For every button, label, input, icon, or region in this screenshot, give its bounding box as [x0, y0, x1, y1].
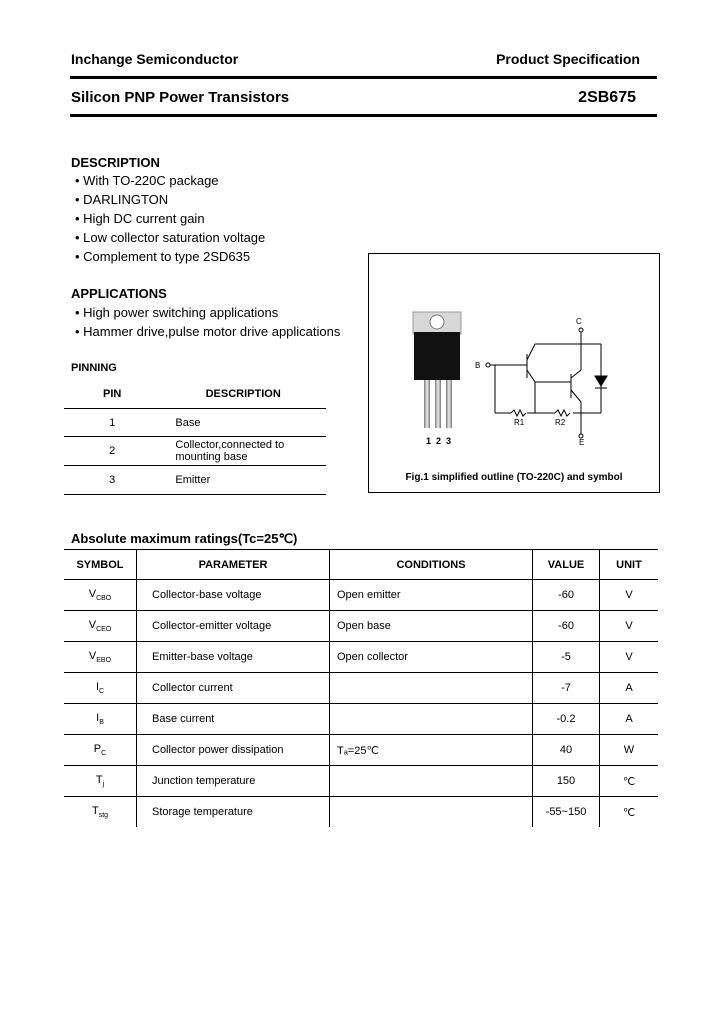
table-row: [64, 642, 658, 673]
pin-column-header: PIN: [64, 380, 160, 409]
symbol-cell: [64, 673, 137, 704]
unit-cell: A: [600, 704, 659, 735]
symbol: V: [88, 587, 97, 600]
figure-caption: Fig.1 simplified outline (TO-220C) and symbol: [405, 472, 623, 483]
symbol-subscript: CBO: [96, 595, 112, 603]
table-row: [64, 673, 658, 704]
symbol-cell: [64, 797, 137, 828]
pinning-header-row: [64, 380, 326, 409]
parameter-column-header: PARAMETER: [137, 550, 330, 580]
pin-number: 1: [64, 409, 160, 437]
pin-number: 3: [64, 466, 160, 495]
symbol-cell: [64, 580, 137, 611]
value-cell: -60: [533, 611, 600, 642]
symbol: I: [96, 711, 100, 724]
table-row: [64, 466, 326, 495]
value-cell: 150: [533, 766, 600, 797]
table-row: [64, 797, 658, 828]
conditions-cell: [330, 766, 533, 797]
unit-cell: ℃: [600, 766, 659, 797]
description-item: • With TO-220C package: [75, 173, 219, 188]
symbol: I: [95, 680, 99, 693]
symbol: V: [88, 618, 97, 631]
description-heading: DESCRIPTION: [71, 155, 160, 170]
symbol: V: [88, 649, 97, 662]
to220-package-drawing: [413, 312, 461, 428]
base-label: B: [475, 361, 481, 370]
pin-description: Base: [160, 409, 326, 437]
package-and-symbol-drawing: [369, 254, 659, 469]
pinning-table: [64, 380, 326, 495]
applications-heading: APPLICATIONS: [71, 286, 167, 301]
parameter-cell: Collector-base voltage: [137, 580, 330, 611]
parameter-cell: Collector-emitter voltage: [137, 611, 330, 642]
company-name: Inchange Semiconductor: [71, 51, 239, 67]
value-cell: -0.2: [533, 704, 600, 735]
ratings-table: [64, 549, 658, 827]
description-item: • Complement to type 2SD635: [75, 249, 251, 264]
conditions-cell: [330, 673, 533, 704]
conditions-cell: Open collector: [330, 642, 533, 673]
symbol-cell: [64, 611, 137, 642]
unit-cell: V: [600, 642, 659, 673]
conditions-cell: [330, 797, 533, 828]
symbol-subscript: stg: [98, 812, 109, 820]
header-rule: [70, 76, 657, 79]
parameter-cell: Storage temperature: [137, 797, 330, 828]
pin-number: 2: [64, 437, 160, 466]
description-item: • Low collector saturation voltage: [75, 230, 266, 245]
symbol-cell: [64, 704, 137, 735]
unit-cell: V: [600, 580, 659, 611]
table-row: [64, 611, 658, 642]
table-row: [64, 409, 326, 437]
symbol-subscript: C: [99, 688, 105, 696]
unit-column-header: UNIT: [600, 550, 659, 580]
value-cell: -55~150: [533, 797, 600, 828]
unit-cell: V: [600, 611, 659, 642]
symbol-subscript: B: [99, 719, 104, 727]
emitter-label: E: [579, 438, 585, 447]
parameter-cell: Emitter-base voltage: [137, 642, 330, 673]
ratings-heading: Absolute maximum ratings(Tc=25℃): [71, 531, 298, 546]
symbol-subscript: j: [102, 781, 105, 789]
table-row: [64, 766, 658, 797]
parameter-cell: Collector power dissipation: [137, 735, 330, 766]
symbol: T: [91, 804, 99, 817]
pin-description-text: Collector,connected to mounting base: [175, 439, 285, 463]
figure-box: [368, 253, 660, 493]
table-row: [64, 735, 658, 766]
symbol-cell: [64, 766, 137, 797]
ratings-header-row: [64, 550, 658, 580]
value-column-header: VALUE: [533, 550, 600, 580]
symbol: P: [93, 742, 102, 755]
conditions-cell: [330, 704, 533, 735]
symbol-column-header: SYMBOL: [64, 550, 137, 580]
r2-label: R2: [555, 418, 566, 427]
symbol-subscript: C: [101, 750, 107, 758]
value-cell: 40: [533, 735, 600, 766]
symbol-subscript: EBO: [96, 657, 112, 665]
conditions-cell: Open emitter: [330, 580, 533, 611]
symbol-cell: [64, 735, 137, 766]
part-number: 2SB675: [578, 89, 636, 106]
unit-cell: W: [600, 735, 659, 766]
description-item: • High DC current gain: [75, 211, 205, 226]
darlington-symbol: [486, 328, 607, 438]
title-rule: [70, 114, 657, 117]
symbol-subscript: CEO: [96, 626, 112, 634]
value-cell: -7: [533, 673, 600, 704]
pin-description: Emitter: [160, 466, 326, 495]
applications-item: • Hammer drive,pulse motor drive applications: [75, 324, 341, 339]
document-type: Product Specification: [496, 51, 640, 67]
product-line: Silicon PNP Power Transistors: [71, 89, 290, 106]
r1-label: R1: [514, 418, 525, 427]
applications-item: • High power switching applications: [75, 305, 279, 320]
table-row: [64, 437, 326, 466]
conditions-cell: Tₐ=25℃: [330, 735, 533, 766]
value-cell: -60: [533, 580, 600, 611]
unit-cell: A: [600, 673, 659, 704]
symbol-cell: [64, 642, 137, 673]
value-cell: -5: [533, 642, 600, 673]
unit-cell: ℃: [600, 797, 659, 828]
pin-numbers: 1 2 3: [426, 436, 452, 446]
conditions-cell: Open base: [330, 611, 533, 642]
collector-label: C: [576, 317, 582, 326]
conditions-column-header: CONDITIONS: [330, 550, 533, 580]
description-item: • DARLINGTON: [75, 192, 169, 207]
parameter-cell: Base current: [137, 704, 330, 735]
parameter-cell: Collector current: [137, 673, 330, 704]
table-row: [64, 580, 658, 611]
pinning-heading: PINNING: [71, 362, 117, 374]
symbol: T: [95, 773, 103, 786]
pin-description: [160, 437, 326, 466]
parameter-cell: Junction temperature: [137, 766, 330, 797]
table-row: [64, 704, 658, 735]
description-column-header: DESCRIPTION: [160, 380, 326, 409]
